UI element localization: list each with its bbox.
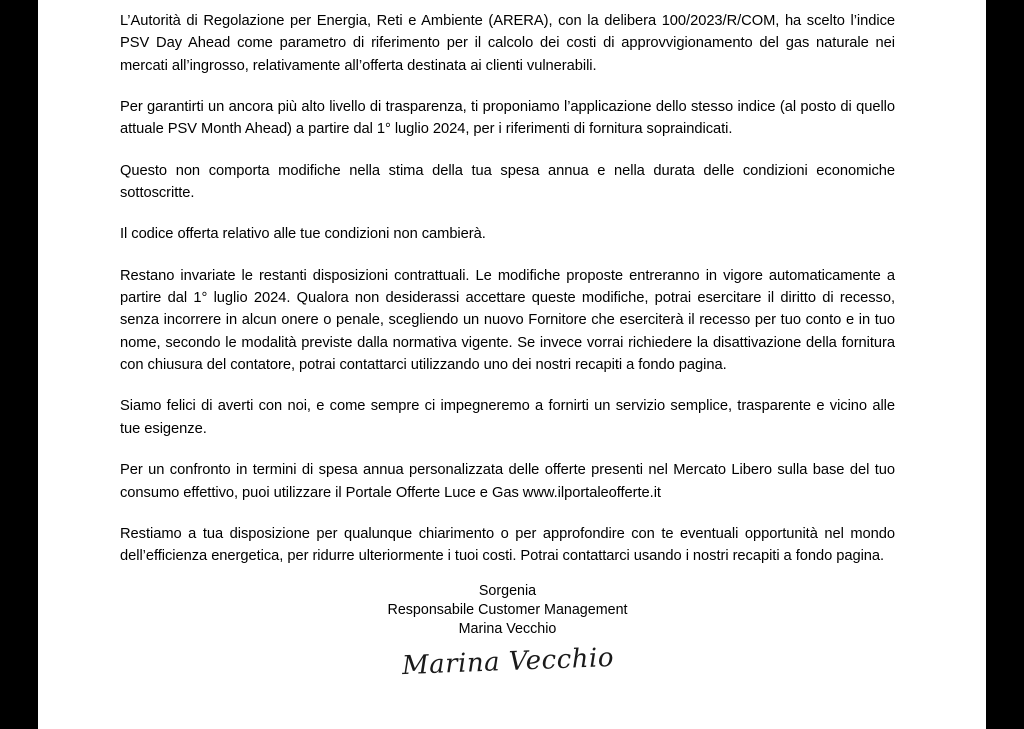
paragraph: Per un confronto in termini di spesa annua personalizzata delle offerte presenti nel Mercato Libero sulla base del tuo consumo effettivo, puoi utilizzare il Portale Offerte Luce e Gas www.ilportaleofferte.it bbox=[120, 462, 895, 501]
paragraph: Siamo felici di averti con noi, e come sempre ci impegneremo a fornirti un servizio semplice, trasparente e vicino alle tue esigenze. bbox=[120, 398, 895, 437]
paragraph: Il codice offerta relativo alle tue condizioni non cambierà. bbox=[120, 226, 486, 243]
paragraph: Questo non comporta modifiche nella stima della tua spesa annua e nella durata delle condizioni economiche sottoscritte. bbox=[120, 162, 895, 202]
document-page bbox=[38, 0, 986, 729]
paragraph: Restano invariate le restanti disposizioni contrattuali. Le modifiche proposte entreranno in vigore automaticamente a partire dal 1° luglio 2024. Qualora non desiderassi accettare queste modifiche, potrai esercitare il diritto di recesso, senza incorrere in alcun onere o penale, scegliendo un nuovo Fornitore che eserciterà il recesso per tuo conto e in tuo nome, secondo le modalità previste dalla normativa vigente. Se invece vorrai richiedere la disattivazione della fornitura con chiusura del contatore, potrai contattarci utilizzando uno dei nostri recapiti a fondo pagina. bbox=[120, 267, 895, 374]
signature-name: Marina Vecchio bbox=[458, 620, 557, 637]
signature-block bbox=[120, 582, 895, 681]
signature-company: Sorgenia bbox=[478, 582, 537, 599]
signature-image-wrap bbox=[120, 639, 895, 681]
document-body bbox=[120, 10, 895, 681]
paragraph: L’Autorità di Regolazione per Energia, Reti e Ambiente (ARERA), con la delibera 100/2023/R/COM, ha scelto l’indice PSV Day Ahead come parametro di riferimento per il calcolo dei costi di approvvigionamento del gas naturale nei mercati all’ingrosso, relativamente all’offerta destinata ai clienti vulnerabili. bbox=[120, 13, 895, 74]
handwritten-signature: Marina Vecchio bbox=[401, 642, 614, 681]
signature-role: Responsabile Customer Management bbox=[387, 601, 628, 618]
paragraph: Per garantirti un ancora più alto livello di trasparenza, ti proponiamo l’applicazione dello stesso indice (al posto di quello attuale PSV Month Ahead) a partire dal 1° luglio 2024, per i riferimenti di fornitura sopraindicati. bbox=[120, 99, 895, 138]
paragraph: Restiamo a tua disposizione per qualunque chiarimento o per approfondire con te eventuali opportunità nel mondo dell’efficienza energetica, per ridurre ulteriormente i tuoi costi. Potrai contattarci usando i nostri recapiti a fondo pagina. bbox=[120, 525, 895, 565]
